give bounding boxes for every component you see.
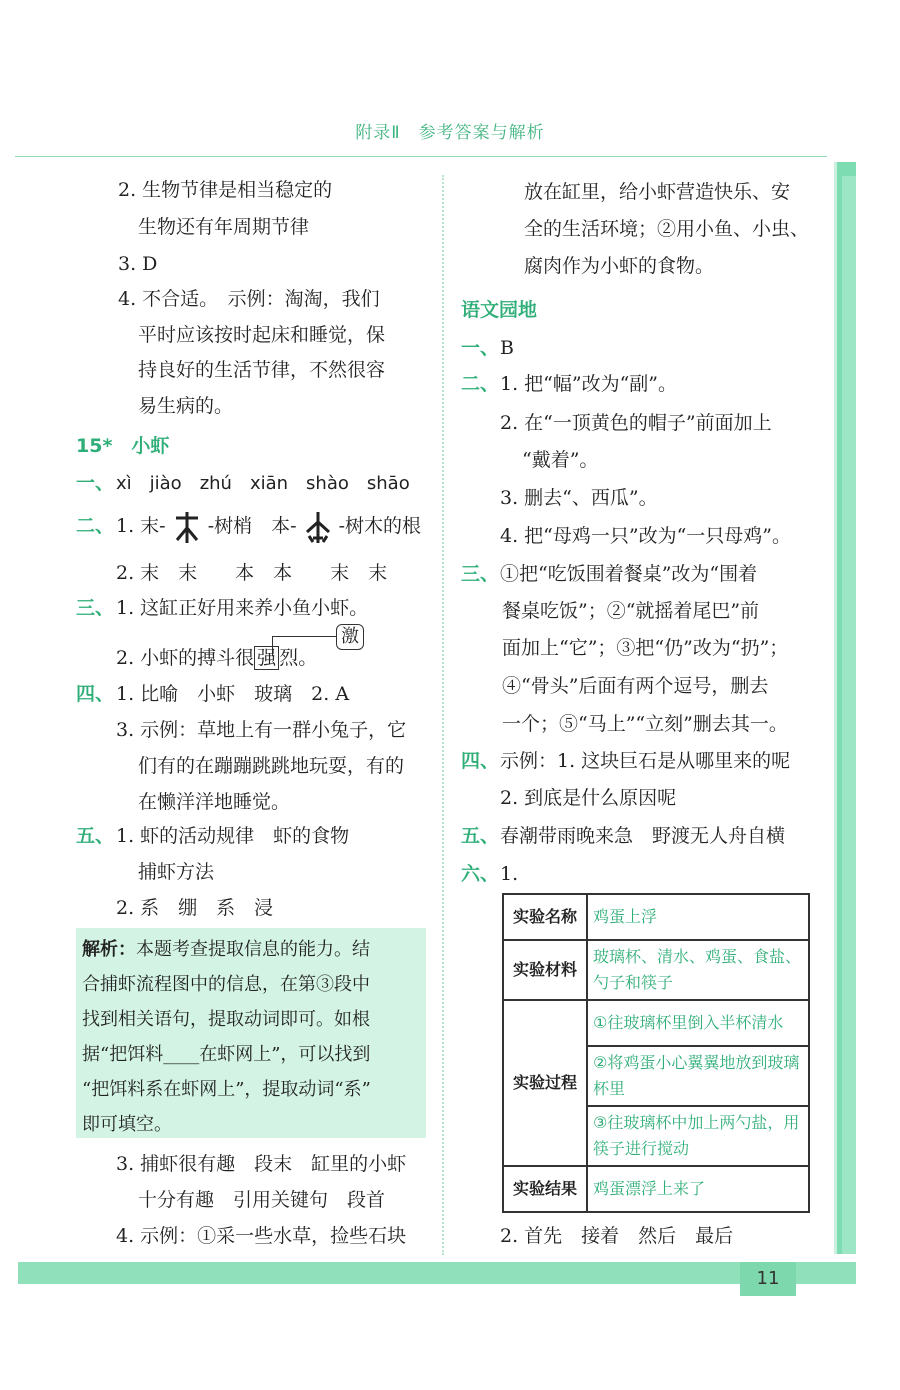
lesson-title: 15* 小虾 <box>76 435 170 457</box>
answer-line: 1. 这缸正好用来养小鱼小虾。 <box>116 597 369 619</box>
answer-line: 一个；⑤“马上”“立刻”删去其一。 <box>502 713 788 735</box>
correction-mark: 激 <box>336 624 364 650</box>
answer-line: 2. 生物节律是相当稳定的 <box>118 179 333 201</box>
analysis-line: 据“把饵料____在虾网上”，可以找到 <box>82 1044 371 1065</box>
answer-line: 3. 删去“、西瓜”。 <box>500 487 658 509</box>
answer-line: 1. 把“幅”改为“副”。 <box>500 373 678 395</box>
table-cell: 玻璃杯、清水、鸡蛋、食盐、勺子和筷子 <box>587 940 809 1000</box>
answer-line: 2. 首先 接着 然后 最后 <box>500 1225 734 1247</box>
analysis-line: “把饵料系在虾网上”，提取动词“系” <box>82 1079 371 1100</box>
table-header-cell: 实验名称 <box>503 894 587 940</box>
answer-line: 在懒洋洋地睡觉。 <box>138 791 291 813</box>
answer-line: 全的生活环境；②用小鱼、小虫、 <box>524 218 810 240</box>
answer-line <box>116 640 317 677</box>
answer-line: 2. 在“一顶黄色的帽子”前面加上 <box>500 412 772 434</box>
section-label: 四、 <box>461 750 500 772</box>
experiment-table <box>502 893 810 1213</box>
answer-line: 们有的在蹦蹦跳跳地玩耍，有的 <box>138 755 405 777</box>
table-row <box>503 894 809 940</box>
section-label: 三、 <box>461 563 500 585</box>
column-divider <box>442 175 444 1255</box>
answer-line: 示例：1. 这块巨石是从哪里来的呢 <box>500 750 791 772</box>
answer-line: 腐肉作为小虾的食物。 <box>524 255 715 277</box>
section-label: 五、 <box>461 825 500 847</box>
answer-line: 1. 虾的活动规律 虾的食物 <box>116 825 350 847</box>
answer-line: 4. 示例：①采一些水草，捡些石块 <box>116 1225 407 1247</box>
answer-line: 十分有趣 引用关键句 段首 <box>138 1189 386 1211</box>
ancient-ben-character-icon <box>303 510 333 544</box>
section-label: 一、 <box>76 472 115 494</box>
analysis-box <box>76 928 426 1138</box>
table-cell: ①往玻璃杯里倒入半杯清水 <box>587 1000 809 1046</box>
answer-text: 1. 末- <box>116 515 166 537</box>
section-label: 六、 <box>461 863 500 885</box>
answer-line: 放在缸里，给小虾营造快乐、安 <box>524 181 791 203</box>
answer-line: 4. 不合适。 示例：淘淘，我们 <box>118 288 380 310</box>
answer-line: 持良好的生活节律，不然很容 <box>138 359 386 381</box>
table-cell: 鸡蛋上浮 <box>587 894 809 940</box>
table-row <box>503 1166 809 1212</box>
answer-line <box>116 508 421 545</box>
answer-line: B <box>500 337 514 359</box>
table-header-cell: 实验材料 <box>503 940 587 1000</box>
answer-line: 2. 末 末 本 本 末 末 <box>116 562 388 584</box>
bottom-edge-band <box>18 1262 856 1284</box>
analysis-line <box>82 932 420 967</box>
answer-text: -树木的根 <box>338 515 422 537</box>
answer-line: 3. 示例：草地上有一群小兔子，它 <box>116 719 407 741</box>
answer-text: -树梢 本- <box>207 515 297 537</box>
page-header: 附录Ⅱ 参考答案与解析 <box>355 123 545 143</box>
ancient-mo-character-icon <box>172 510 202 544</box>
section-label: 四、 <box>76 683 115 705</box>
answer-line: 3. D <box>118 253 158 275</box>
answer-text: 烈。 <box>279 647 318 669</box>
pinyin-answers: xì jiào zhú xiān shào shāo <box>116 473 410 494</box>
answer-line: 捕虾方法 <box>138 861 215 883</box>
right-edge-band-inner <box>842 176 856 1254</box>
page-number: 11 <box>740 1262 796 1296</box>
answer-line: 餐桌吃饭”；②“就摇着尾巴”前 <box>502 600 760 622</box>
table-cell: 鸡蛋漂浮上来了 <box>587 1166 809 1212</box>
answer-line: 3. 捕虾很有趣 段末 缸里的小虾 <box>116 1153 407 1175</box>
table-row <box>503 1000 809 1046</box>
answer-text: 2. 小虾的搏斗很 <box>116 647 255 669</box>
table-cell: ②将鸡蛋小心翼翼地放到玻璃杯里 <box>587 1046 809 1106</box>
boxed-character: 强 <box>254 646 279 670</box>
analysis-line: 即可填空。 <box>82 1114 172 1135</box>
section-label: 五、 <box>76 825 115 847</box>
analysis-label: 解析： <box>82 939 136 960</box>
section-label: 一、 <box>461 337 500 359</box>
table-cell: ③往玻璃杯中加上两勺盐，用筷子进行搅动 <box>587 1106 809 1166</box>
table-header-cell: 实验结果 <box>503 1166 587 1212</box>
section-label: 二、 <box>461 373 500 395</box>
answer-line: ④“骨头”后面有两个逗号，删去 <box>502 675 769 697</box>
answer-line: 面加上“它”；③把“仍”改为“扔”； <box>502 637 789 659</box>
answer-line: 平时应该按时起床和睡觉，保 <box>138 324 386 346</box>
answer-line: 春潮带雨晚来急 野渡无人舟自横 <box>500 825 786 847</box>
section-label: 三、 <box>76 597 115 619</box>
answer-line: 2. 系 绷 系 浸 <box>116 897 274 919</box>
analysis-line: 合捕虾流程图中的信息，在第③段中 <box>82 974 370 995</box>
answer-line: 易生病的。 <box>138 395 234 417</box>
section-title: 语文园地 <box>461 299 538 321</box>
answer-line: “戴着”。 <box>522 449 599 471</box>
answer-line: ①把“吃饭围着餐桌”改为“围着 <box>500 563 758 585</box>
answer-line: 生物还有年周期节律 <box>138 216 310 238</box>
table-row <box>503 940 809 1000</box>
answer-line: 4. 把“母鸡一只”改为“一只母鸡”。 <box>500 525 792 547</box>
section-label: 二、 <box>76 515 115 537</box>
analysis-line: 找到相关语句，提取动词即可。如根 <box>82 1009 370 1030</box>
answer-line: 1. 比喻 小虾 玻璃 2. A <box>116 683 350 705</box>
header-rule <box>15 156 827 157</box>
table-header-cell: 实验过程 <box>503 1000 587 1166</box>
answer-line: 1. <box>500 863 519 885</box>
answer-line: 2. 到底是什么原因呢 <box>500 787 677 809</box>
analysis-text: 本题考查提取信息的能力。结 <box>136 939 370 960</box>
